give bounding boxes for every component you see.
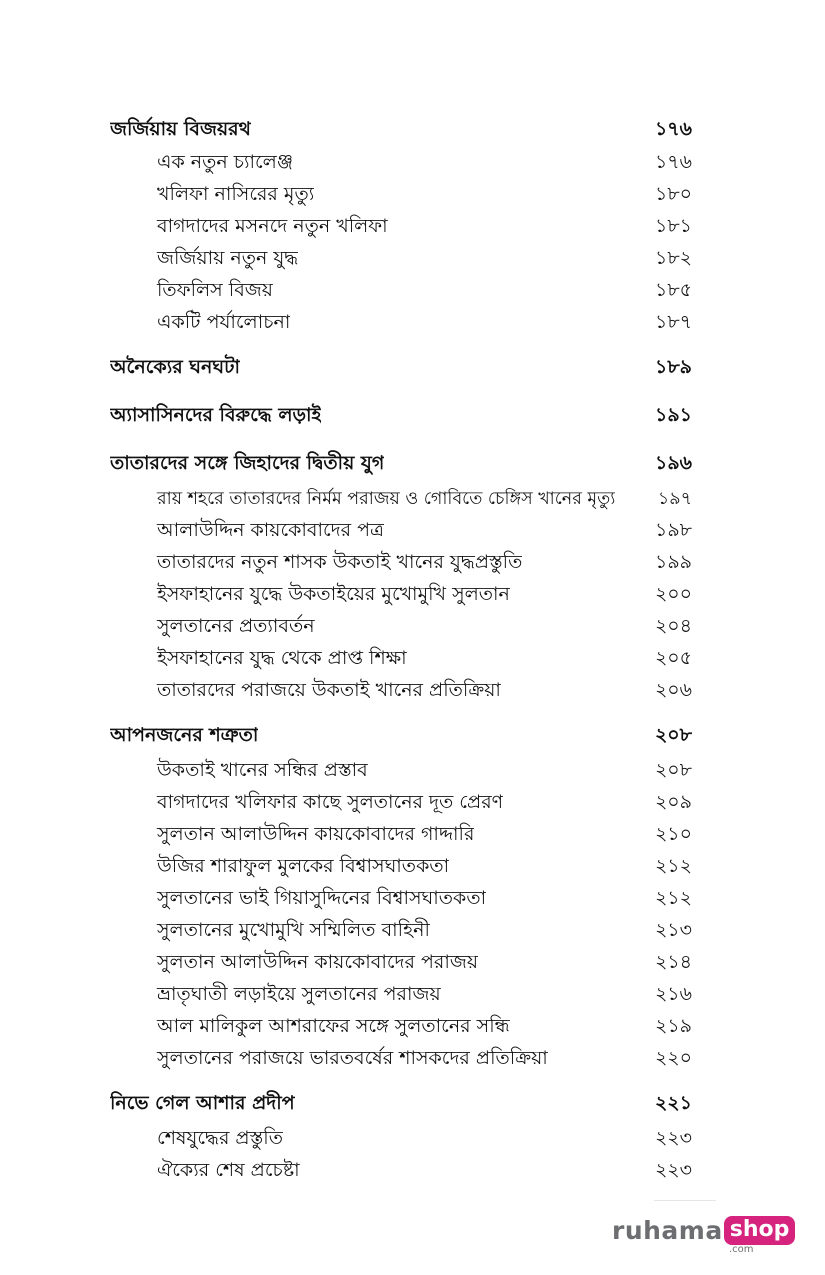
entry-title: ঐক্যের শেষ প্রচেষ্টা [157,1159,300,1181]
toc-entry-row [110,1156,692,1188]
entry-title: আলাউদ্দিন কায়কোবাদের পত্র [157,519,384,541]
toc-entry-row [110,516,692,548]
page-number: ১৯৯ [655,551,692,573]
toc-chapter-row [110,1086,692,1124]
toc-entry-row [110,1124,692,1156]
entry-title: আল মালিকুল আশরাফের সঙ্গে সুলতানের সন্ধি [157,1015,510,1037]
page-number: ২০৬ [654,679,692,701]
entry-title: উকতাই খানের সন্ধির প্রস্তাব [157,759,368,781]
entry-title: তিফলিস বিজয় [157,279,273,301]
page-number: ২১৪ [654,951,692,973]
page-number: ২০৮ [654,759,692,781]
section-gap [110,708,692,718]
toc-chapter-row [110,114,692,148]
page-number: ১৯১ [655,404,692,426]
page-number: ২১৬ [654,983,692,1005]
toc-entry-row [110,788,692,820]
page-number: ১৮৭ [654,311,692,333]
entry-title: সুলতানের পরাজয়ে ভারতবর্ষের শাসকদের প্রতিক্রিয়া [157,1047,548,1069]
page-number: ১৮২ [654,247,692,269]
entry-title: ইসফাহানের যুদ্ধ থেকে প্রাপ্ত শিক্ষা [157,647,407,669]
logo-suffix: .com [729,1244,754,1255]
page-number: ১৭৬ [654,118,692,140]
toc-entry-row [110,884,692,916]
toc-chapter-row [110,718,692,756]
entry-title: উজির শারাফুল মুলকের বিশ্বাসঘাতকতা [157,855,450,877]
page-number: ১৯৮ [655,519,692,541]
page-number: ২০৮ [654,724,692,746]
page-number: ১৮০ [654,183,692,205]
chapter-title: আপনজনের শত্রুতা [110,724,259,746]
entry-title: ভ্রাতৃঘাতী লড়াইয়ে সুলতানের পরাজয় [157,983,441,1005]
entry-title: জর্জিয়ায় নতুন যুদ্ধ [157,247,299,269]
page-number: ২২১ [654,1092,692,1114]
toc-chapter-row [110,398,692,436]
logo-word-ruhama: ruhama [612,1215,723,1245]
entry-title: শেষযুদ্ধের প্রস্তুতি [157,1127,283,1149]
page-number: ২১৯ [654,1015,692,1037]
page-number: ২২০ [654,1047,692,1069]
page-number: ২০৫ [654,647,692,669]
chapter-title: অনৈক্যের ঘনঘটা [110,356,240,378]
entry-title: তাতারদের নতুন শাসক উকতাই খানের যুদ্ধপ্রস্তুতি [157,551,523,573]
toc-entry-row [110,1012,692,1044]
page-number: ২০৪ [654,615,692,637]
entry-title: সুলতানের ভাই গিয়াসুদ্দিনের বিশ্বাসঘাতকতা [157,887,487,909]
toc-entry-row [110,276,692,308]
entry-title: সুলতানের প্রত্যাবর্তন [157,615,315,637]
toc-chapter-row [110,350,692,388]
entry-title: সুলতান আলাউদ্দিন কায়কোবাদের গাদ্দারি [157,823,475,845]
logo-word-shop: shop [724,1216,796,1245]
chapter-title: অ্যাসাসিনদের বিরুদ্ধে লড়াই [110,404,322,426]
section-gap [110,436,692,446]
entry-title: বাগদাদের মসনদে নতুন খলিফা [157,215,388,237]
entry-title: তাতারদের পরাজয়ে উকতাই খানের প্রতিক্রিয়া [157,679,501,701]
section-gap [110,340,692,350]
entry-title: সুলতানের মুখোমুখি সম্মিলিত বাহিনী [157,919,430,941]
page-number: ১৯৬ [654,452,692,474]
chapter-title: নিভে গেল আশার প্রদীপ [110,1092,295,1114]
entry-title: রায় শহরে তাতারদের নির্মম পরাজয় ও গোবিতে চেঙ্গিস খানের মৃত্যু [157,488,616,509]
toc-entry-row [110,580,692,612]
toc-entry-row [110,180,692,212]
table-of-contents [110,114,692,1188]
entry-title: বাগদাদের খলিফার কাছে সুলতানের দূত প্রেরণ [157,791,504,813]
section-gap [110,388,692,398]
page-number: ২২৩ [654,1159,692,1181]
chapter-title: জর্জিয়ায় বিজয়রথ [110,118,251,140]
page-number: ১৮১ [655,215,692,237]
entry-title: ইসফাহানের যুদ্ধে উকতাইয়ের মুখোমুখি সুলতান [157,583,510,605]
ruhamashop-logo [612,1210,795,1255]
toc-entry-row [110,852,692,884]
toc-entry-row [110,820,692,852]
footer-divider [654,1200,716,1201]
toc-entry-row [110,756,692,788]
page-number: ২১২ [654,887,692,909]
page-number: ২০৯ [654,791,692,813]
page-number: ২২৩ [654,1127,692,1149]
toc-entry-row [110,980,692,1012]
section-gap [110,1076,692,1086]
entry-title: খলিফা নাসিরের মৃত্যু [157,183,315,205]
toc-entry-row [110,148,692,180]
page-number: ২১৩ [654,919,692,941]
toc-entry-row [110,484,692,516]
page-number: ২১০ [654,823,692,845]
toc-entry-row [110,212,692,244]
toc-entry-row [110,244,692,276]
toc-entry-row [110,916,692,948]
chapter-title: তাতারদের সঙ্গে জিহাদের দ্বিতীয় যুগ [110,452,385,474]
toc-entry-row [110,308,692,340]
page-number: ২০০ [654,583,692,605]
page-number: ১৮৫ [655,279,692,301]
entry-title: এক নতুন চ্যালেঞ্জ [157,151,294,173]
toc-entry-row [110,644,692,676]
toc-chapter-row [110,446,692,484]
toc-entry-row [110,1044,692,1076]
toc-entry-row [110,676,692,708]
page-number: ১৮৯ [655,356,692,378]
page-number: ১৯৭ [657,488,692,509]
entry-title: একটি পর্যালোচনা [157,311,291,333]
toc-entry-row [110,948,692,980]
toc-entry-row [110,612,692,644]
page-number: ২১২ [654,855,692,877]
toc-entry-row [110,548,692,580]
entry-title: সুলতান আলাউদ্দিন কায়কোবাদের পরাজয় [157,951,479,973]
page-number: ১৭৬ [654,151,692,173]
